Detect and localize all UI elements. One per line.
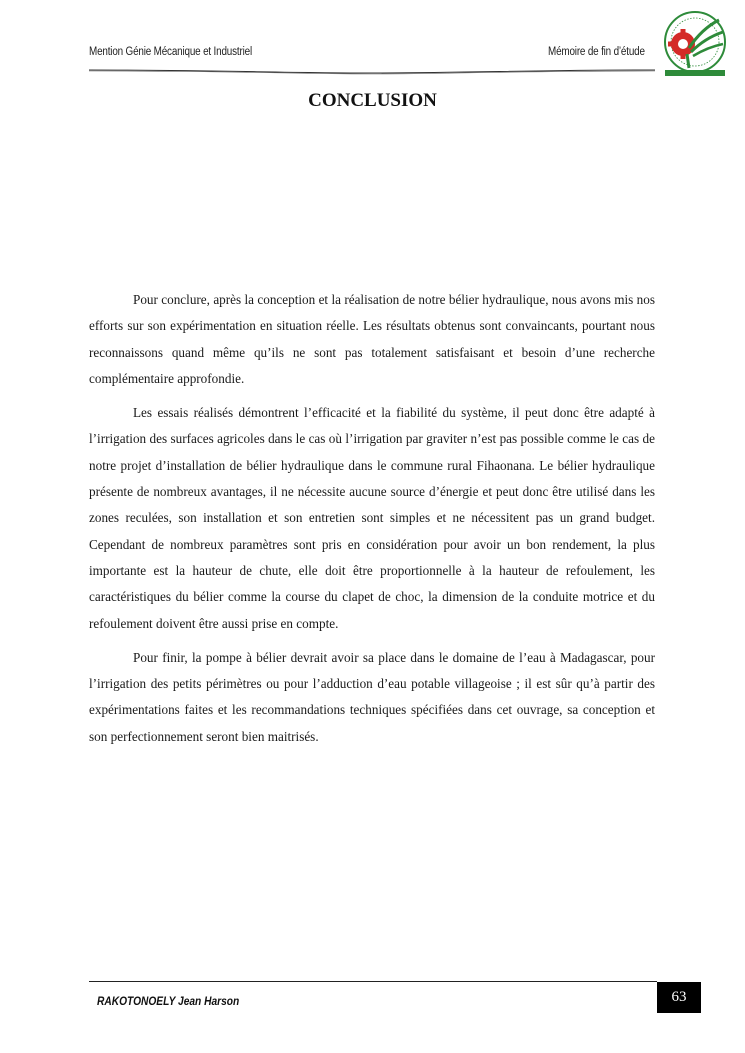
page-title: CONCLUSION [308,90,437,111]
header-right-text: Mémoire de fin d’étude [548,46,645,58]
paragraph: Pour finir, la pompe à bélier devrait avoir sa place dans le domaine de l’eau à Madagascar, pour l’irrigation des petits périmètres ou pour l’adduction d’eau potable villageoise ; il est sûr qu’à partir des expérimentations faites et les recommandations techniques spécifiées dans cet ouvrage, sa conception et son perfectionnement seront bien maitrisés. [89,649,655,744]
header-left-text: Mention Génie Mécanique et Industriel [89,46,252,58]
paragraph: Les essais réalisés démontrent l’efficacité et la fiabilité du système, il peut donc être adapté à l’irrigation des surfaces agricoles dans le cas où l’irrigation par graviter n’est pas possible comme le cas de notre projet d’installation de bélier hydraulique dans le commune rural Fihaonana. Le bélier hydraulique présente de nombreux avantages, il ne nécessite aucune source d’énergie et peut donc être utilisé dans les zones reculées, son installation et son entretien sont simples et ne nécessitent pas un grand budget. Cependant de nombreux paramètres sont pris en considération pour avoir un bon rendement, la plus importante est la hauteur de chute, elle doit être proportionnelle à la hauteur de refoulement, les caractéristiques du bélier comme la course du clapet de choc, la dimension de la conduite motrice et du refoulement doivent être aussi prise en compte. [89,405,655,631]
footer-divider [89,981,657,982]
page-number: 63 [657,982,701,1013]
paragraph: Pour conclure, après la conception et la réalisation de notre bélier hydraulique, nous avons mis nos efforts sur son expérimentation en situation réelle. Les résultats obtenus sont convaincants, pourtant nous reconnaissons quand même qu’ils ne sont pas totalement satisfaisant et besoin d’une recherche complémentaire approfondie. [89,292,655,386]
footer-author: RAKOTONOELY Jean Harson [97,994,240,1008]
header-divider [89,66,655,76]
conclusion-body [89,287,655,758]
school-logo-icon [659,8,731,80]
